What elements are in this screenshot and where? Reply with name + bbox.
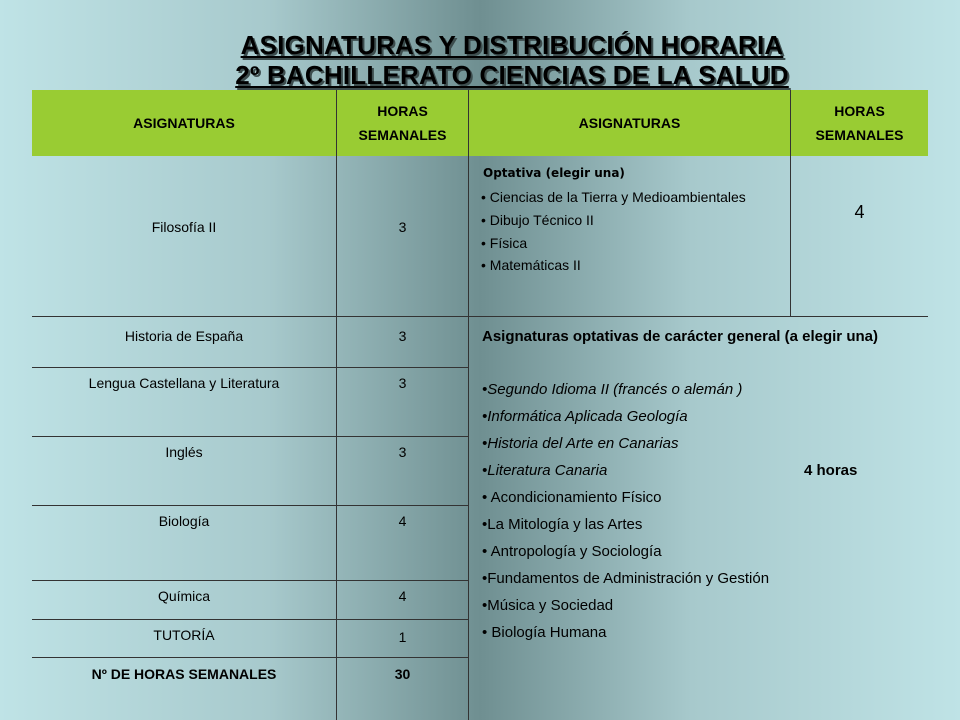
subject-name: Historia de España (124, 328, 244, 344)
subject-name: Lengua Castellana y Literatura (88, 375, 280, 391)
header-horas-right: HORAS SEMANALES (791, 90, 928, 156)
table-row-hours (337, 620, 469, 658)
list-item: • Dibujo Técnico II (481, 211, 594, 228)
page-subtitle: 2º BACHILLERATO CIENCIAS DE LA SALUD (235, 60, 789, 90)
subject-name: TUTORÍA (153, 627, 215, 643)
total-hours: 30 (394, 666, 411, 682)
table-row-hours (337, 368, 469, 437)
table-row (32, 437, 337, 506)
list-item: • Biología Humana (482, 624, 607, 641)
general-list (482, 376, 912, 646)
optativa-heading: Optativa (elegir una) (483, 166, 625, 180)
table-row-hours (337, 506, 469, 581)
page-title: ASIGNATURAS Y DISTRIBUCIÓN HORARIA (240, 30, 784, 60)
list-item: •Historia del Arte en Canarias (482, 435, 679, 452)
header-horas-left: HORAS SEMANALES (337, 90, 469, 156)
subject-name: Biología (158, 513, 210, 529)
list-item-label: •Literatura Canaria (482, 462, 608, 479)
subject-name: Inglés (165, 444, 203, 460)
table-row (32, 317, 337, 368)
list-item: •Informática Aplicada Geología (482, 408, 688, 425)
total-label: Nº DE HORAS SEMANALES (91, 666, 277, 682)
table-row-hours (337, 581, 469, 620)
header-asignaturas-left: ASIGNATURAS (32, 90, 337, 156)
total-row-hours (337, 658, 469, 720)
list-item: •La Mitología y las Artes (482, 516, 643, 533)
table-row (32, 506, 337, 581)
table-row (32, 368, 337, 437)
list-item (482, 457, 912, 484)
subject-hours: 3 (398, 444, 407, 460)
subject-hours: 3 (398, 328, 407, 344)
optativa-list (481, 189, 771, 274)
subject-hours: 4 (398, 513, 407, 529)
general-hours-label: 4 horas (804, 462, 858, 479)
optativa-hours: 4 (854, 202, 865, 222)
list-item: •Fundamentos de Administración y Gestión (482, 570, 770, 587)
list-item: • Matemáticas II (481, 257, 581, 274)
table-row-hours (337, 437, 469, 506)
subject-name: Filosofía II (151, 219, 217, 235)
table-row (32, 156, 337, 317)
total-row (32, 658, 337, 720)
header-asignaturas-right: ASIGNATURAS (469, 90, 791, 156)
list-item: •Segundo Idioma II (francés o alemán ) (482, 381, 743, 398)
subject-hours: 3 (398, 375, 407, 391)
subject-hours: 4 (398, 588, 407, 604)
subject-name: Química (157, 588, 211, 604)
general-optativas-cell (469, 317, 928, 720)
table-row-hours (337, 156, 469, 317)
list-item: • Antropología y Sociología (482, 543, 662, 560)
optativa-hours-cell (791, 156, 928, 317)
table-row-hours (337, 317, 469, 368)
list-item: •Música y Sociedad (482, 597, 614, 614)
list-item: • Acondicionamiento Físico (482, 489, 662, 506)
subject-hours: 3 (398, 219, 407, 235)
table-row (32, 581, 337, 620)
general-heading: Asignaturas optativas de carácter general (a elegir una) (482, 328, 878, 345)
optativa-cell (469, 156, 791, 317)
subject-hours: 1 (398, 629, 407, 645)
list-item: • Ciencias de la Tierra y Medioambientales (481, 189, 746, 205)
table-row (32, 620, 337, 658)
list-item: • Física (481, 234, 528, 251)
